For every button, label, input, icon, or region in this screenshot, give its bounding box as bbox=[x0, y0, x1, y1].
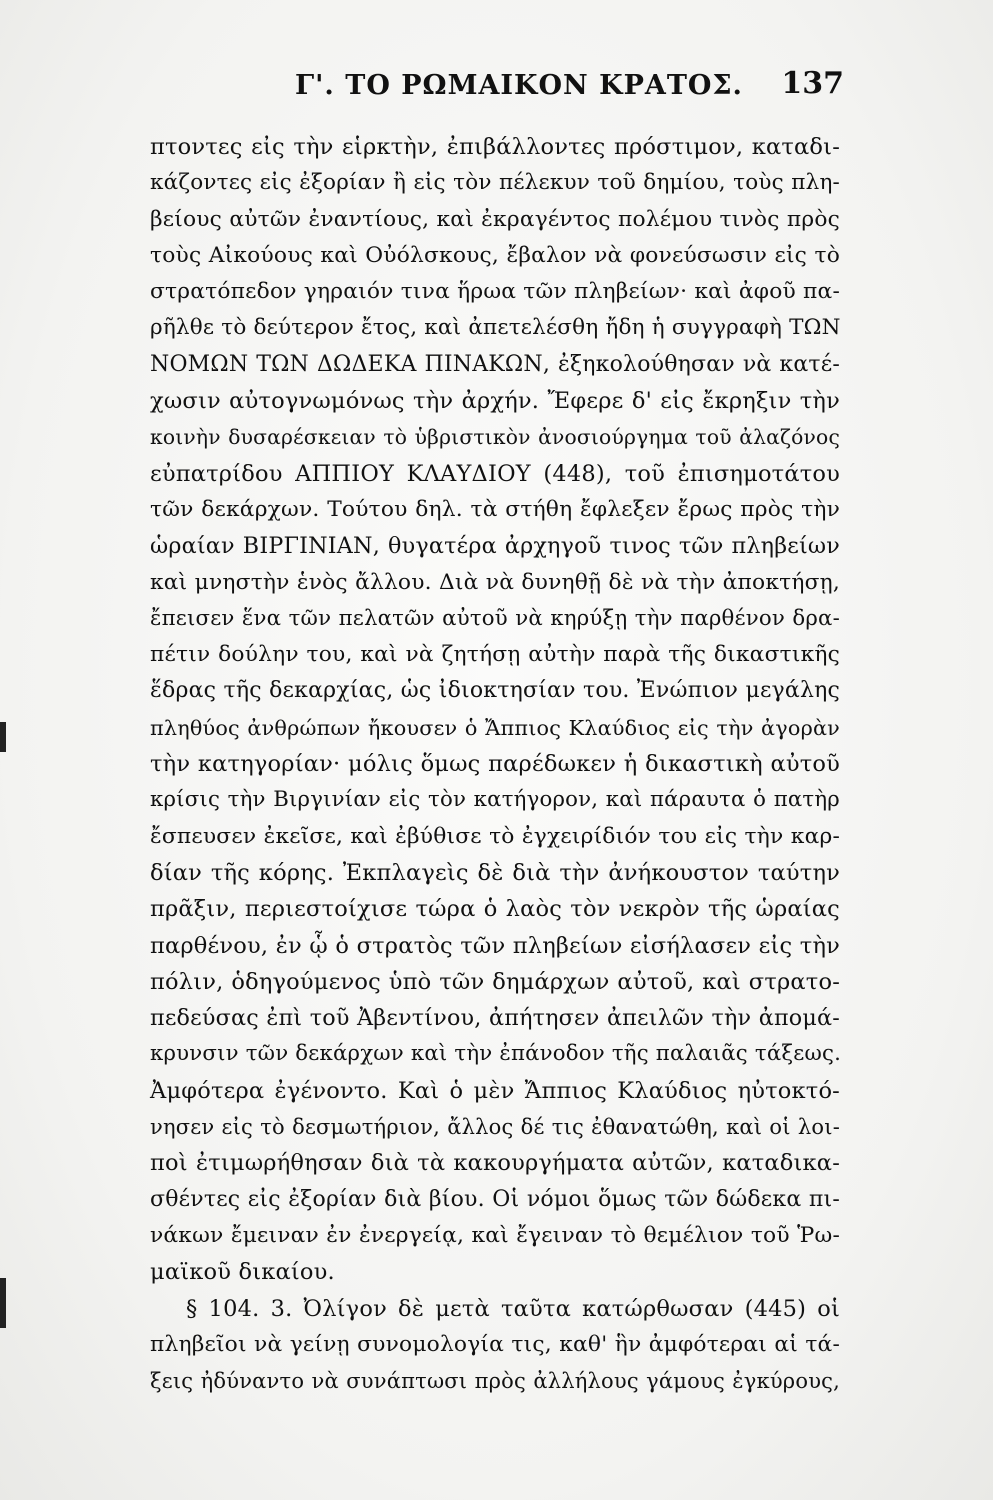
text-line: κρίσις τὴν Βιργινίαν εἰς τὸν κατήγορον, καὶ πάραυτα ὁ πατὴρ bbox=[150, 787, 840, 813]
text-line: τοὺς Αἰκούους καὶ Οὐόλσκους, ἔβαλον νὰ φονεύσωσιν εἰς τὸ bbox=[150, 242, 840, 268]
text-line: ἔσπευσεν ἐκεῖσε, καὶ ἐβύθισε τὸ ἐγχειρίδιόν του εἰς τὴν καρ- bbox=[150, 823, 840, 849]
text-line: πόλιν, ὁδηγούμενος ὑπὸ τῶν δημάρχων αὐτοῦ, καὶ στρατο- bbox=[150, 968, 840, 995]
scan-edge-marks bbox=[0, 0, 8, 1500]
text-line: τῶν δεκάρχων. Τούτου δηλ. τὰ στήθη ἔφλεξεν ἔρως πρὸς τὴν bbox=[150, 496, 840, 522]
text-line: στρατόπεδον γηραιόν τινα ἥρωα τῶν πληβείων· καὶ ἀφοῦ πα- bbox=[150, 279, 840, 305]
text-line: πληθύος ἀνθρώπων ἤκουσεν ὁ Ἄππιος Κλαύδιος εἰς τὴν ἀγορὰν bbox=[150, 715, 840, 740]
text-line: δίαν τῆς κόρης. Ἐκπλαγεὶς δὲ διὰ τὴν ἀνήκουστον ταύτην bbox=[150, 859, 840, 886]
paragraph-end-line: μαϊκοῦ δικαίου. bbox=[150, 1259, 335, 1286]
text-line: βείους αὐτῶν ἐναντίους, καὶ ἐκραγέντος πολέμου τινὸς πρὸς bbox=[150, 206, 840, 232]
text-line: παρθένου, ἐν ᾧ ὁ στρατὸς τῶν πληβείων εἰσήλασεν εἰς τὴν bbox=[150, 932, 840, 959]
text-line: ρῆλθε τὸ δεύτερον ἔτος, καὶ ἀπετελέσθη ἤδη ἡ συγγραφὴ ΤΩΝ bbox=[150, 315, 841, 341]
running-head: Γ'. ΤΟ ΡΩΜΑΙΚΟΝ ΚΡΑΤΟΣ. bbox=[295, 70, 743, 101]
text-line: εὐπατρίδου ΑΠΠΙΟΥ ΚΛΑΥΔΙΟΥ (448), τοῦ ἐπισημοτάτου bbox=[150, 460, 840, 487]
text-line: κοινὴν δυσαρέσκειαν τὸ ὑβριστικὸν ἀνοσιούργημα τοῦ ἀλαζόνος bbox=[150, 425, 840, 450]
text-line: χωσιν αὐτογνωμόνως τὴν ἀρχήν. Ἔφερε δ' εἰς ἔκρηξιν τὴν bbox=[150, 388, 840, 415]
text-line: πέτιν δούλην του, καὶ νὰ ζητήσῃ αὐτὴν παρὰ τῆς δικαστικῆς bbox=[150, 642, 840, 668]
text-line: νάκων ἔμειναν ἐν ἐνεργείᾳ, καὶ ἔγειναν τὸ θεμέλιον τοῦ Ῥω- bbox=[150, 1222, 840, 1248]
text-line: πεδεύσας ἐπὶ τοῦ Ἀβεντίνου, ἀπήτησεν ἀπειλῶν τὴν ἀπομά- bbox=[150, 1005, 840, 1032]
text-line: ὡραίαν ΒΙΡΓΙΝΙΑΝ, θυγατέρα ἀρχηγοῦ τινος τῶν πληβείων bbox=[150, 533, 840, 560]
text-line: ξεις ἠδύναντο νὰ συνάπτωσι πρὸς ἀλλήλους γάμους ἐγκύρους, bbox=[150, 1369, 840, 1394]
text-line: τὴν κατηγορίαν· μόλις ὅμως παρέδωκεν ἡ δικαστικὴ αὐτοῦ bbox=[150, 751, 840, 778]
text-line: πρᾶξιν, περιεστοίχισε τώρα ὁ λαὸς τὸν νεκρὸν τῆς ὡραίας bbox=[150, 896, 840, 923]
text-line: ἔπεισεν ἕνα τῶν πελατῶν αὐτοῦ νὰ κηρύξῃ τὴν παρθένον δρα- bbox=[150, 605, 840, 631]
text-line: πτοντες εἰς τὴν εἱρκτὴν, ἐπιβάλλοντες πρόστιμον, καταδι- bbox=[150, 134, 840, 160]
page-header bbox=[150, 66, 850, 106]
body-text bbox=[150, 129, 840, 1399]
section-start-line: § 104. 3. Ὀλίγον δὲ μετὰ ταῦτα κατώρθωσαν (445) οἱ bbox=[186, 1295, 840, 1322]
text-line: καὶ μνηστὴν ἑνὸς ἄλλου. Διὰ νὰ δυνηθῇ δὲ νὰ τὴν ἀποκτήσῃ, bbox=[150, 569, 840, 595]
page-number: 137 bbox=[781, 66, 844, 101]
text-line: ΝΟΜΩΝ ΤΩΝ ΔΩΔΕΚΑ ΠΙΝΑΚΩΝ, ἐξηκολούθησαν νὰ κατέ- bbox=[150, 351, 840, 377]
text-line: ἕδρας τῆς δεκαρχίας, ὡς ἰδιοκτησίαν του. Ἐνώπιον μεγάλης bbox=[150, 678, 840, 704]
text-line: κρυνσιν τῶν δεκάρχων καὶ τὴν ἐπάνοδον τῆς παλαιᾶς τάξεως. bbox=[150, 1041, 842, 1067]
text-line: ποὶ ἐτιμωρήθησαν διὰ τὰ κακουργήματα αὐτῶν, καταδικα- bbox=[150, 1150, 840, 1177]
text-line: νησεν εἰς τὸ δεσμωτήριον, ἄλλος δέ τις ἐθανατώθη, καὶ οἱ λοι- bbox=[150, 1115, 840, 1140]
text-line: Ἀμφότερα ἐγένοντο. Καὶ ὁ μὲν Ἄππιος Κλαύδιος ηὐτοκτό- bbox=[150, 1077, 840, 1104]
text-line: σθέντες εἰς ἐξορίαν διὰ βίου. Οἱ νόμοι ὅμως τῶν δώδεκα πι- bbox=[150, 1186, 840, 1212]
text-line: κάζοντες εἰς ἐξορίαν ἢ εἰς τὸν πέλεκυν τοῦ δημίου, τοὺς πλη- bbox=[150, 170, 840, 196]
text-line: πληβεῖοι νὰ γείνῃ συνομολογία τις, καθ' ἣν ἀμφότεραι αἱ τά- bbox=[150, 1331, 840, 1357]
